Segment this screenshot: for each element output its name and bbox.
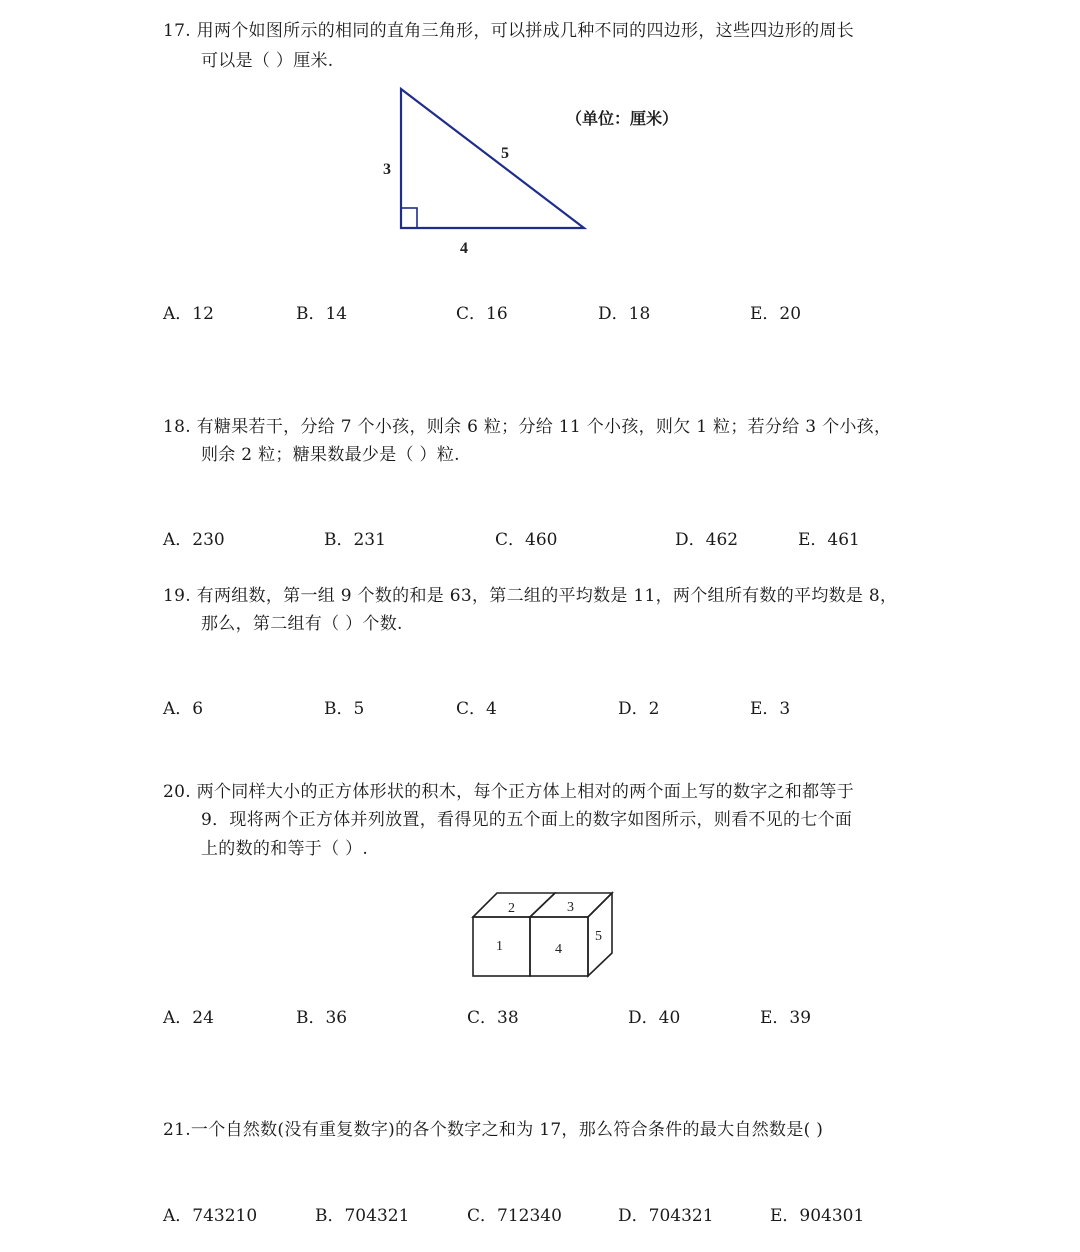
q19-option-e[interactable]: E．3 <box>750 699 791 719</box>
q18-line-2: 则余 2 粒；糖果数最少是（ ）粒. <box>201 445 460 465</box>
q19-option-b[interactable]: B．5 <box>324 699 365 719</box>
q20-option-b[interactable]: B．36 <box>296 1008 348 1028</box>
side-label-bottom: 4 <box>460 240 468 257</box>
q18-option-d[interactable]: D．462 <box>675 530 739 550</box>
q21-line-1: 21.一个自然数(没有重复数字)的各个数字之和为 17，那么符合条件的最大自然数是( ) <box>163 1120 824 1140</box>
cube-label-top-left: 2 <box>508 901 515 916</box>
q18-option-b[interactable]: B．231 <box>324 530 386 550</box>
q18-option-c[interactable]: C．460 <box>495 530 558 550</box>
q19-option-d[interactable]: D．2 <box>618 699 660 719</box>
q20-line-1: 20. 两个同样大小的正方体形状的积木，每个正方体上相对的两个面上写的数字之和都等于 <box>163 782 855 802</box>
q17-option-c[interactable]: C．16 <box>456 304 508 324</box>
q21-option-c[interactable]: C．712340 <box>467 1206 562 1226</box>
cube-label-front-right: 4 <box>555 942 562 957</box>
q17-line-1: 17. 用两个如图所示的相同的直角三角形，可以拼成几种不同的四边形，这些四边形的周长 <box>163 21 855 41</box>
q20-line-3: 上的数的和等于（ ）. <box>201 839 369 859</box>
q21-option-a[interactable]: A．743210 <box>163 1206 258 1226</box>
q17-line-2: 可以是（ ）厘米. <box>201 51 334 71</box>
q19-option-c[interactable]: C．4 <box>456 699 497 719</box>
q20-option-a[interactable]: A．24 <box>163 1008 214 1028</box>
q21-option-b[interactable]: B．704321 <box>315 1206 410 1226</box>
q17-option-b[interactable]: B．14 <box>296 304 348 324</box>
q18-option-a[interactable]: A．230 <box>163 530 225 550</box>
q19-line-1: 19. 有两组数，第一组 9 个数的和是 63，第二组的平均数是 11，两个组所有数的平均数是 8， <box>163 586 898 606</box>
side-label-left: 3 <box>383 161 391 178</box>
q17-option-e[interactable]: E．20 <box>750 304 802 324</box>
q18-option-e[interactable]: E．461 <box>798 530 860 550</box>
q20-option-c[interactable]: C．38 <box>467 1008 519 1028</box>
q20-line-2: 9．现将两个正方体并列放置，看得见的五个面上的数字如图所示，则看不见的七个面 <box>201 810 853 830</box>
cube-label-side: 5 <box>595 929 602 944</box>
side-label-hypotenuse: 5 <box>501 145 509 162</box>
q21-option-d[interactable]: D．704321 <box>618 1206 714 1226</box>
q17-option-a[interactable]: A．12 <box>163 304 214 324</box>
cube-label-front-left: 1 <box>496 939 503 954</box>
q18-line-1: 18. 有糖果若干，分给 7 个小孩，则余 6 粒；分给 11 个小孩，则欠 1 粒；若分给 3 个小孩， <box>163 417 892 437</box>
q17-option-d[interactable]: D．18 <box>598 304 651 324</box>
cube-label-top-right: 3 <box>567 900 574 915</box>
q20-option-e[interactable]: E．39 <box>760 1008 812 1028</box>
q19-line-2: 那么，第二组有（ ）个数. <box>201 614 403 634</box>
unit-note: （单位：厘米） <box>566 109 679 128</box>
q21-option-e[interactable]: E．904301 <box>770 1206 865 1226</box>
q19-option-a[interactable]: A．6 <box>163 699 204 719</box>
q20-option-d[interactable]: D．40 <box>628 1008 681 1028</box>
